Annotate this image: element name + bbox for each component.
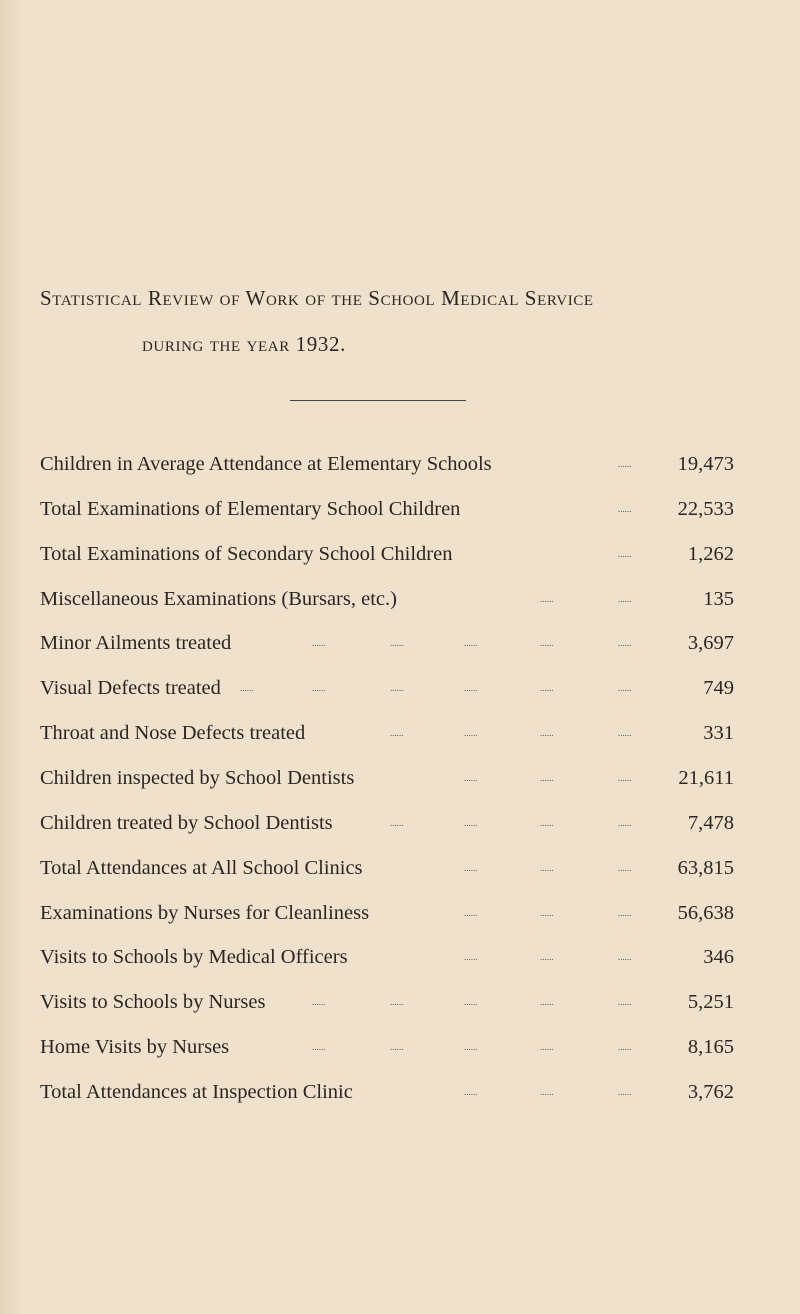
table-row — [40, 812, 740, 842]
dot-leader: ...... — [312, 1042, 326, 1053]
dot-leader: ...... — [540, 1087, 554, 1098]
dot-leader: ...... — [540, 638, 554, 649]
dot-leader: ...... — [390, 728, 404, 739]
dot-leader: ...... — [390, 638, 404, 649]
dot-leader: ...... — [540, 593, 554, 604]
row-label: Miscellaneous Examinations (Bursars, etc.) — [40, 587, 397, 610]
dot-leader: ...... — [540, 952, 554, 963]
dot-leader: ...... — [618, 773, 632, 784]
table-row — [40, 677, 740, 707]
dot-leader: ...... — [540, 862, 554, 873]
row-label: Throat and Nose Defects treated — [40, 722, 306, 745]
row-value: 8,165 — [687, 1036, 734, 1059]
row-value: 135 — [703, 587, 734, 610]
dot-leader: ...... — [312, 683, 326, 694]
dot-leader: ...... — [464, 1042, 478, 1053]
row-value: 19,473 — [677, 453, 734, 475]
dot-leader: ...... — [618, 683, 632, 694]
dot-leader: ...... — [390, 1042, 404, 1053]
row-label: Total Examinations of Secondary School Children — [40, 542, 453, 565]
row-label: Children in Average Attendance at Elementary Schools — [40, 453, 492, 475]
row-label: Total Attendances at Inspection Clinic — [40, 1081, 353, 1104]
dot-leader: ...... — [618, 503, 632, 514]
row-value: 346 — [703, 946, 734, 969]
table-row — [40, 722, 740, 752]
row-value: 3,762 — [687, 1081, 734, 1104]
dot-leader: ...... — [464, 817, 478, 828]
dot-leader: ...... — [240, 683, 254, 694]
dot-leader: ...... — [540, 907, 554, 918]
dot-leader: ...... — [312, 638, 326, 649]
dot-leader: ...... — [464, 728, 478, 739]
row-value: 63,815 — [677, 856, 734, 879]
dot-leader: ...... — [312, 997, 326, 1008]
row-label: Visits to Schools by Nurses — [40, 991, 266, 1014]
dot-leader: ...... — [618, 728, 632, 739]
table-row — [40, 498, 740, 528]
row-label: Home Visits by Nurses — [40, 1036, 230, 1059]
table-row — [40, 632, 740, 662]
row-value: 7,478 — [687, 811, 734, 834]
table-row — [40, 1081, 740, 1111]
row-value: 22,533 — [677, 497, 734, 520]
dot-leader: ...... — [618, 817, 632, 828]
dot-leader: ...... — [618, 593, 632, 604]
dot-leader: ...... — [540, 997, 554, 1008]
table-row — [40, 767, 740, 797]
row-value: 56,638 — [677, 901, 734, 924]
dot-leader: ...... — [464, 907, 478, 918]
row-label: Total Attendances at All School Clinics — [40, 856, 363, 879]
dot-leader: ...... — [618, 997, 632, 1008]
dot-leader: ...... — [464, 952, 478, 963]
row-label: Children treated by School Dentists — [40, 811, 333, 834]
dot-leader: ...... — [464, 862, 478, 873]
dot-leader: ...... — [618, 907, 632, 918]
dot-leader: ...... — [618, 548, 632, 559]
dot-leader: ...... — [464, 683, 478, 694]
page-edge-shadow — [0, 0, 22, 1314]
dot-leader: ...... — [540, 683, 554, 694]
dot-leader: ...... — [618, 1042, 632, 1053]
table-row — [40, 543, 740, 573]
row-label: Minor Ailments treated — [40, 632, 232, 655]
dot-leader: ...... — [618, 459, 632, 469]
dot-leader: ...... — [618, 952, 632, 963]
row-value: 1,262 — [687, 542, 734, 565]
divider-rule — [290, 400, 466, 401]
dot-leader: ...... — [540, 1042, 554, 1053]
row-value: 331 — [703, 722, 734, 745]
table-row — [40, 588, 740, 618]
table-row — [40, 1036, 740, 1066]
dot-leader: ...... — [464, 773, 478, 784]
table-row — [40, 857, 740, 887]
dot-leader: ...... — [618, 862, 632, 873]
row-label: Visual Defects treated — [40, 677, 221, 700]
dot-leader: ...... — [390, 817, 404, 828]
table-row — [40, 946, 740, 976]
document-title: Statistical Review of Work of the School Medical Service — [40, 286, 594, 310]
dot-leader: ...... — [618, 1087, 632, 1098]
row-label: Examinations by Nurses for Cleanliness — [40, 901, 370, 924]
dot-leader: ...... — [540, 817, 554, 828]
row-label: Visits to Schools by Medical Officers — [40, 946, 348, 969]
dot-leader: ...... — [464, 997, 478, 1008]
row-value: 21,611 — [678, 767, 734, 790]
row-value: 3,697 — [687, 632, 734, 655]
dot-leader: ...... — [464, 638, 478, 649]
row-value: 749 — [703, 677, 734, 700]
table-row — [40, 902, 740, 932]
dot-leader: ...... — [390, 683, 404, 694]
row-label: Total Examinations of Elementary School Children — [40, 497, 461, 520]
document-subtitle: during the year 1932. — [142, 332, 346, 356]
dot-leader: ...... — [540, 773, 554, 784]
dot-leader: ...... — [540, 728, 554, 739]
dot-leader: ...... — [618, 638, 632, 649]
table-row — [40, 453, 740, 483]
row-value: 5,251 — [687, 991, 734, 1014]
table-row — [40, 991, 740, 1021]
dot-leader: ...... — [464, 1087, 478, 1098]
row-label: Children inspected by School Dentists — [40, 767, 355, 790]
dot-leader: ...... — [390, 997, 404, 1008]
